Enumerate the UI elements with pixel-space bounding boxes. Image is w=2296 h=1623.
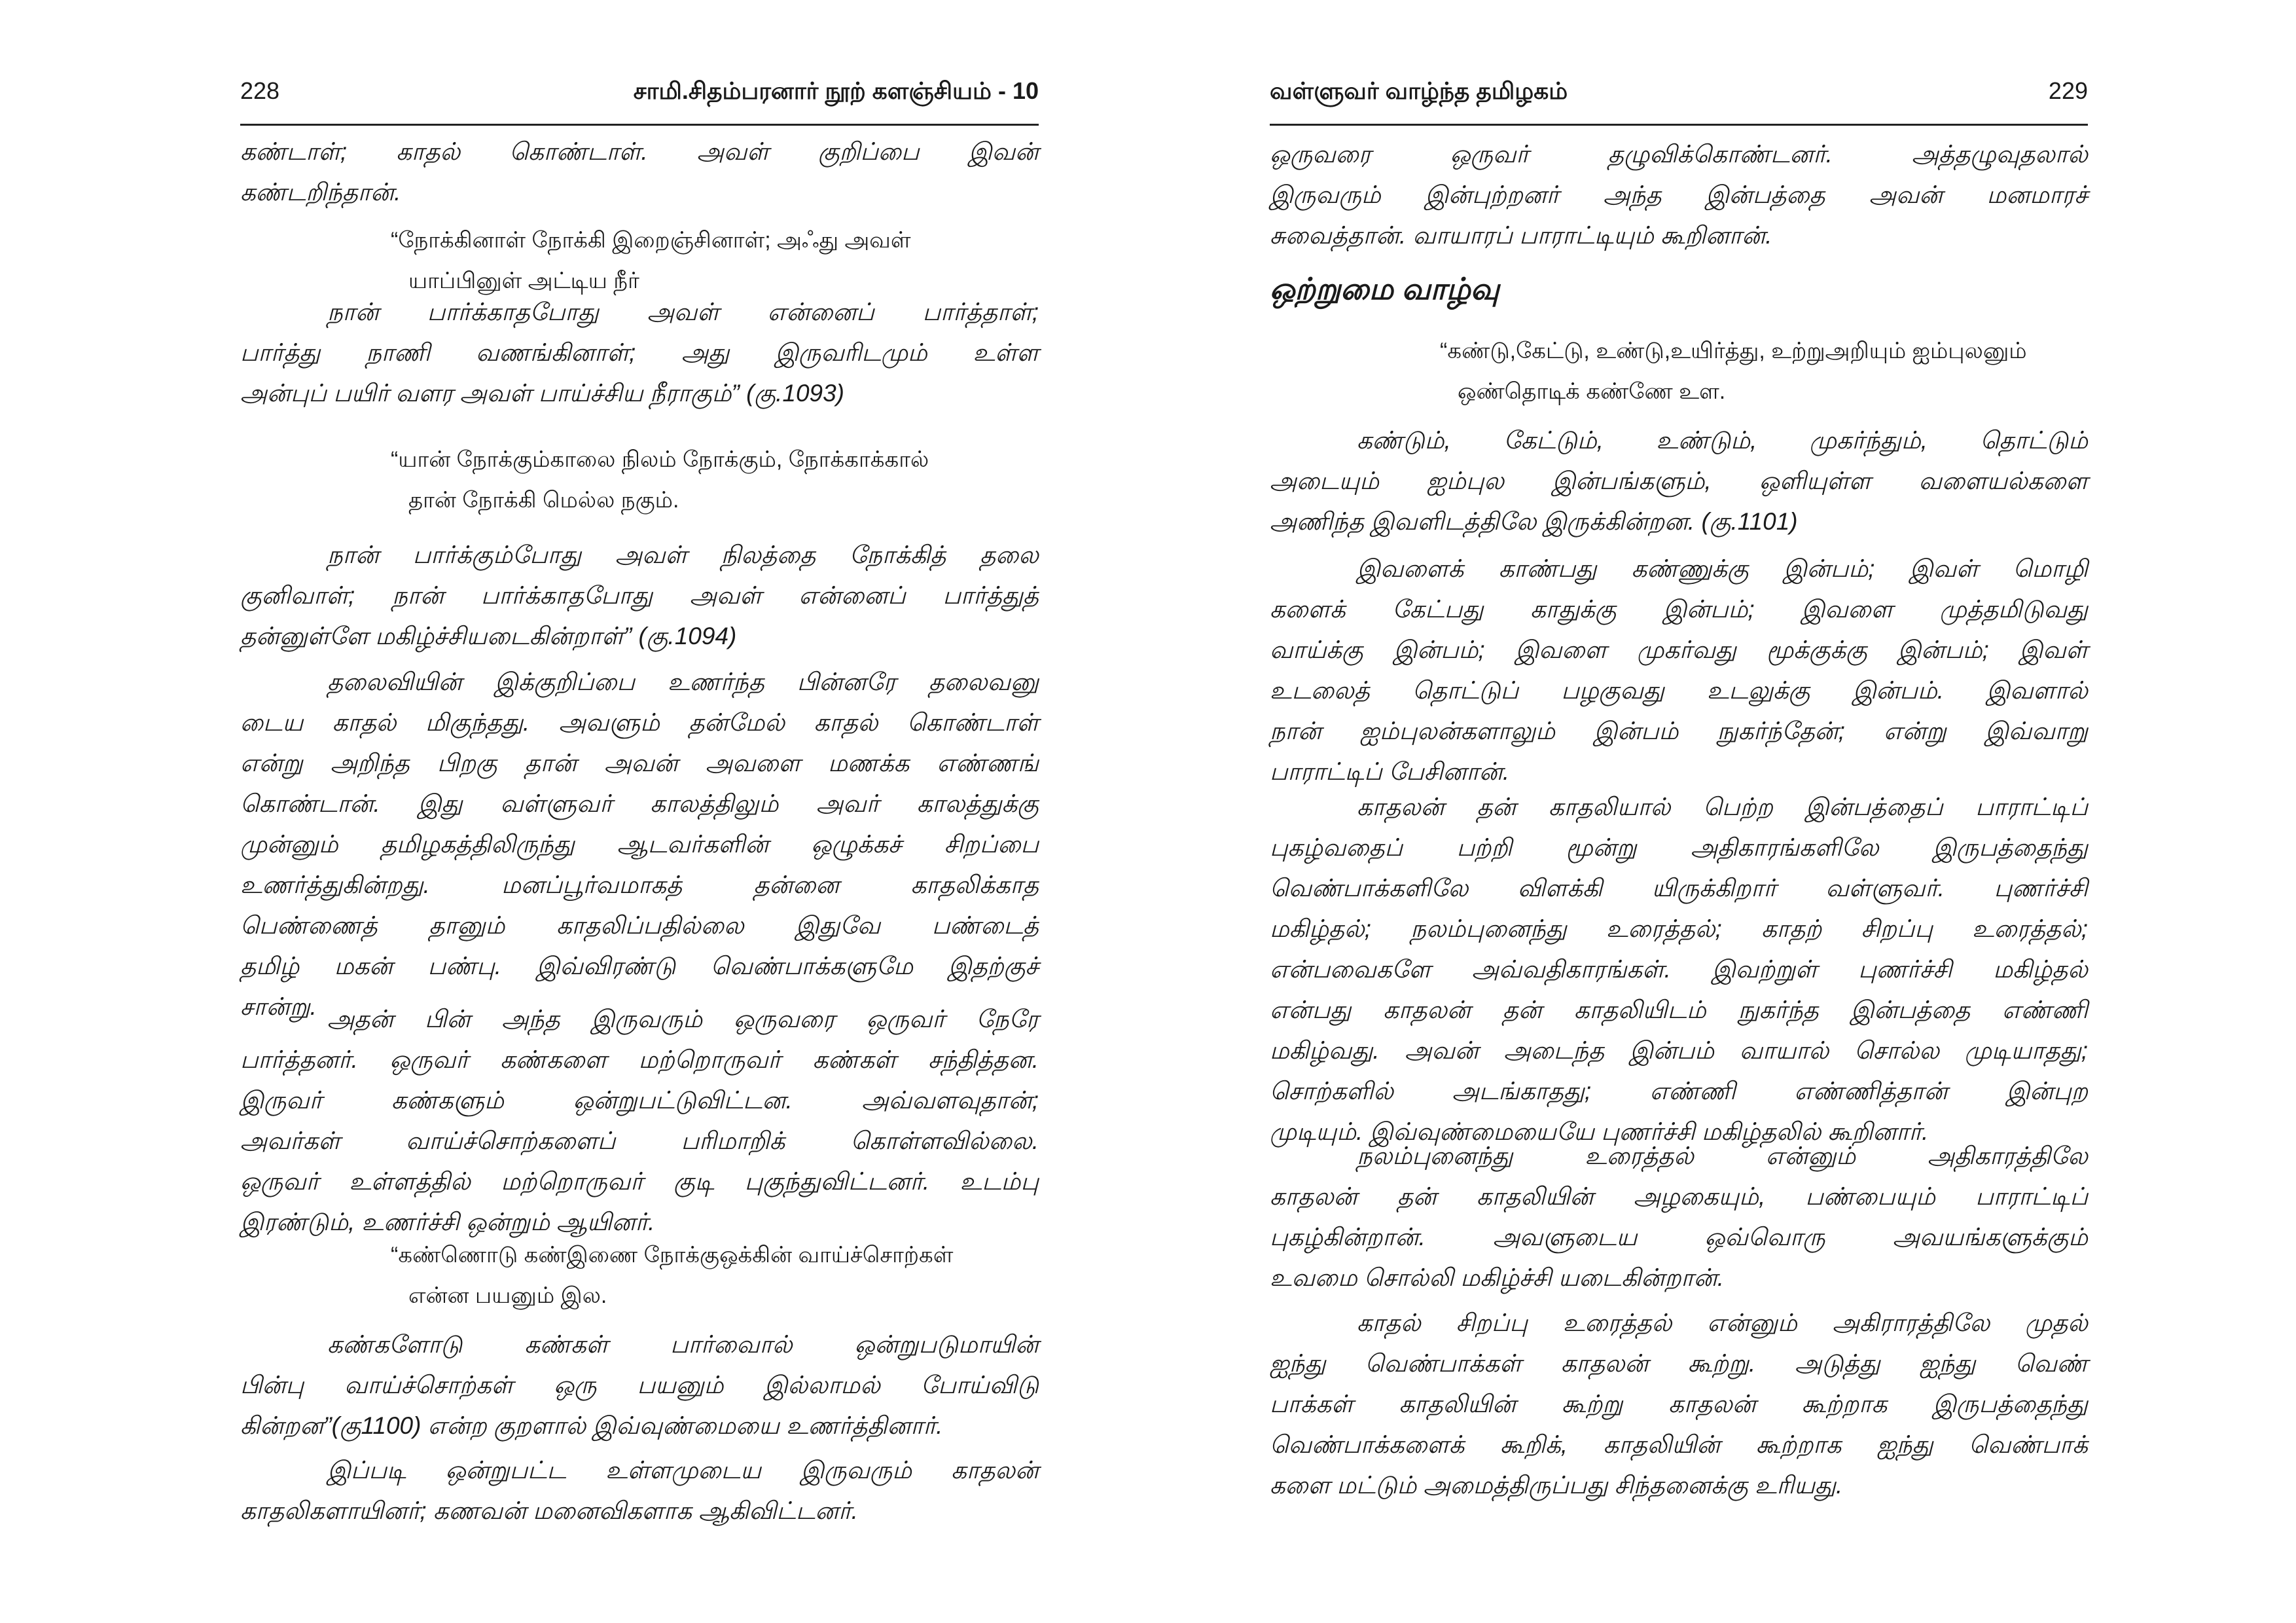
text-line: அதன் பின் அந்த இருவரும் ஒருவரை ஒருவர் நேரே: [327, 1006, 1039, 1032]
verse-quote: [391, 1235, 1039, 1316]
text-line: கண்டறிந்தான்.: [240, 179, 401, 206]
text-line: புகழ்வதைப் பற்றி மூன்று அதிகாரங்களிலே இருபத்தைந்து: [1270, 834, 2088, 861]
verse-quote: [391, 439, 1039, 520]
verse-quote: [391, 220, 1039, 301]
text-line: புகழ்கின்றான். அவளுடைய ஒவ்வொரு அவயங்களுக்கும்: [1270, 1224, 2088, 1250]
heading-text: ஒற்றுமை வாழ்வு: [1270, 272, 1499, 306]
text-line: பாராட்டிப் பேசினான்.: [1270, 758, 1510, 785]
text-line: நான் பார்க்கும்போது அவள் நிலத்தை நோக்கித் தலை: [327, 541, 1039, 568]
paragraph: [1270, 1303, 2088, 1506]
header-rule: [240, 124, 1039, 126]
page-number: 229: [2048, 77, 2088, 104]
paragraph: [240, 1324, 1039, 1446]
text-line: முன்னும் தமிழகத்திலிருந்து ஆடவர்களின் ஒழுக்கச் சிறப்பை: [240, 831, 1039, 858]
paragraph: [240, 662, 1039, 1027]
text-line: நான் பார்க்காதபோது அவள் என்னைப் பார்த்தாள்;: [327, 299, 1039, 325]
paragraph: [1270, 1136, 2088, 1298]
text-line: இருவர் கண்களும் ஒன்றுபட்டுவிட்டன. அவ்வளவுதான்;: [240, 1087, 1039, 1114]
text-line: ஒருவரை ஒருவர் தழுவிக்கொண்டனர். அத்தழுவுதலால்: [1270, 141, 2088, 168]
text-line: கண்டும், கேட்டும், உண்டும், முகர்ந்தும், தொட்டும்: [1357, 427, 2088, 454]
text-line: காதலன் தன் காதலியால் பெற்ற இன்பத்தைப் பாராட்டிப்: [1357, 793, 2088, 820]
paragraph: [1270, 134, 2088, 256]
text-line: “யான் நோக்கும்காலை நிலம் நோக்கும், நோக்காக்கால்: [391, 447, 929, 472]
text-line: என்று அறிந்த பிறகு தான் அவன் அவளை மணக்க எண்ணங்: [240, 750, 1039, 776]
paragraph: [1270, 787, 2088, 1152]
text-line: வாய்க்கு இன்பம்; இவளை முகர்வது மூக்குக்கு இன்பம்; இவள்: [1270, 636, 2088, 663]
text-line: என்பது காதலன் தன் காதலியிடம் நுகர்ந்த இன்பத்தை எண்ணி: [1270, 996, 2088, 1023]
text-line: ஐந்து வெண்பாக்கள் காதலன் கூற்று. அடுத்து ஐந்து வெண்: [1270, 1350, 2088, 1377]
page-header: [1270, 77, 2088, 114]
text-line: உவமை சொல்லி மகிழ்ச்சி யடைகின்றான்.: [1270, 1264, 1725, 1291]
text-line: இரண்டும், உணர்ச்சி ஒன்றும் ஆயினர்.: [240, 1209, 655, 1235]
text-line: இருவரும் இன்புற்றனர் அந்த இன்பத்தை அவன் மனமாரச்: [1270, 181, 2088, 208]
text-line: தான் நோக்கி மெல்ல நகும்.: [408, 488, 679, 513]
text-line: பாக்கள் காதலியின் கூற்று காதலன் கூற்றாக இருபத்தைந்து: [1270, 1391, 2088, 1417]
paragraph: [1270, 420, 2088, 542]
verse-quote: [1440, 331, 2088, 412]
paragraph: [1270, 549, 2088, 792]
paragraph: [240, 999, 1039, 1243]
text-line: குனிவாள்; நான் பார்க்காதபோது அவள் என்னைப் பார்த்துத்: [240, 582, 1039, 609]
text-line: முடியும். இவ்வுண்மையையே புணர்ச்சி மகிழ்தலில் கூறினார்.: [1270, 1118, 1929, 1145]
text-line: பார்த்தனர். ஒருவர் கண்களை மற்றொருவர் கண்கள் சந்தித்தன.: [240, 1046, 1039, 1073]
text-line: மகிழ்வது. அவன் அடைந்த இன்பம் வாயால் சொல்ல முடியாதது;: [1270, 1037, 2088, 1064]
text-line: ஒருவர் உள்ளத்தில் மற்றொருவர் குடி புகுந்துவிட்டனர். உடம்பு: [240, 1168, 1039, 1195]
right-page: [1270, 0, 2088, 1623]
text-line: “நோக்கினாள் நோக்கி இறைஞ்சினாள்; அஃது அவள்: [391, 228, 911, 253]
text-line: “கண்ணொடு கண்இணை நோக்குஒக்கின் வாய்ச்சொற்கள்: [391, 1243, 954, 1267]
text-line: தலைவியின் இக்குறிப்பை உணர்ந்த பின்னரே தலைவனு: [327, 668, 1039, 695]
text-line: காதலிகளாயினர்; கணவன் மனைவிகளாக ஆகிவிட்டனர்.: [240, 1497, 858, 1524]
text-line: தமிழ் மகன் பண்பு. இவ்விரண்டு வெண்பாக்களுமே இதற்குச்: [240, 953, 1039, 979]
paragraph: [240, 535, 1039, 657]
text-line: அணிந்த இவளிடத்திலே இருக்கின்றன. (கு.1101): [1270, 508, 1798, 535]
page-number: 228: [240, 77, 280, 104]
running-title: வள்ளுவர் வாழ்ந்த தமிழகம்: [1270, 77, 1568, 104]
text-line: காதல் சிறப்பு உரைத்தல் என்னும் அகிராரத்திலே முதல்: [1357, 1309, 2088, 1336]
text-line: பார்த்து நாணி வணங்கினாள்; அது இருவரிடமும் உள்ள: [240, 339, 1039, 366]
text-line: பின்பு வாய்ச்சொற்கள் ஒரு பயனும் இல்லாமல் போய்விடு: [240, 1372, 1039, 1398]
text-line: கொண்டான். இது வள்ளுவர் காலத்திலும் அவர் காலத்துக்கு: [240, 790, 1039, 817]
header-rule: [1270, 124, 2088, 126]
text-line: சொற்களில் அடங்காதது; எண்ணி எண்ணித்தான் இன்புற: [1270, 1078, 2088, 1104]
text-line: இவளைக் காண்பது கண்ணுக்கு இன்பம்; இவள் மொழி: [1357, 555, 2088, 582]
text-line: அன்புப் பயிர் வளர அவள் பாய்ச்சிய நீராகும்” (கு.1093): [240, 380, 844, 407]
text-line: கண்களோடு கண்கள் பார்வைால் ஒன்றுபடுமாயின்: [327, 1331, 1039, 1358]
text-line: பெண்ணைத் தானும் காதலிப்பதில்லை இதுவே பண்டைத்: [240, 912, 1039, 939]
text-line: இப்படி ஒன்றுபட்ட உள்ளமுடைய இருவரும் காதலன்: [327, 1457, 1039, 1484]
left-page: [240, 0, 1039, 1623]
text-line: களை மட்டும் அமைத்திருப்பது சிந்தனைக்கு உரியது.: [1270, 1472, 1843, 1499]
text-line: நலம்புனைந்து உரைத்தல் என்னும் அதிகாரத்திலே: [1357, 1142, 2088, 1169]
text-line: அவர்கள் வாய்ச்சொற்களைப் பரிமாறிக் கொள்ளவில்லை.: [240, 1127, 1039, 1154]
text-line: சுவைத்தான். வாயாரப் பாராட்டியும் கூறினான்.: [1270, 222, 1772, 249]
text-line: “கண்டு,கேட்டு, உண்டு,உயிர்த்து, உற்றுஅறியும் ஐம்புலனும்: [1440, 338, 2027, 363]
text-line: ஒண்தொடிக் கண்ணே உள.: [1458, 379, 1726, 404]
text-line: உணர்த்துகின்றது. மனப்பூர்வமாகத் தன்னை காதலிக்காத: [240, 871, 1039, 898]
paragraph: [240, 292, 1039, 414]
paragraph: [240, 1450, 1039, 1531]
page-header: [240, 77, 1039, 114]
text-line: களைக் கேட்பது காதுக்கு இன்பம்; இவளை முத்தமிடுவது: [1270, 596, 2088, 623]
text-line: வெண்பாக்களிலே விளக்கி யிருக்கிறார் வள்ளுவர். புணர்ச்சி: [1270, 875, 2088, 902]
text-line: நான் ஐம்புலன்களாலும் இன்பம் நுகர்ந்தேன்; என்று இவ்வாறு: [1270, 718, 2088, 744]
running-title: சாமி.சிதம்பரனார் நூற் களஞ்சியம் - 10: [633, 77, 1039, 104]
text-line: உடலைத் தொட்டுப் பழகுவது உடலுக்கு இன்பம். இவளால்: [1270, 677, 2088, 704]
text-line: அடையும் ஐம்புல இன்பங்களும், ஒளியுள்ள வளையல்களை: [1270, 467, 2088, 494]
text-line: தன்னுள்ளே மகிழ்ச்சியடைகின்றாள்” (கு.1094): [240, 623, 737, 649]
text-line: கண்டாள்; காதல் கொண்டாள். அவள் குறிப்பை இவன்: [240, 138, 1039, 165]
paragraph: [240, 132, 1039, 213]
text-line: யாப்பினுள் அட்டிய நீர்: [408, 268, 639, 293]
text-line: என்ன பயனும் இல.: [408, 1283, 607, 1308]
section-heading: [1270, 266, 2088, 312]
text-line: கின்றன”(கு1100) என்ற குறளால் இவ்வுண்மையை உணர்த்தினார்.: [240, 1412, 943, 1439]
text-line: என்பவைகளே அவ்வதிகாரங்கள். இவற்றுள் புணர்ச்சி மகிழ்தல்: [1270, 956, 2088, 983]
text-line: சான்று.: [240, 993, 317, 1020]
text-line: மகிழ்தல்; நலம்புனைந்து உரைத்தல்; காதற் சிறப்பு உரைத்தல்;: [1270, 915, 2088, 942]
text-line: வெண்பாக்களைக் கூறிக், காதலியின் கூற்றாக ஐந்து வெண்பாக்: [1270, 1431, 2088, 1458]
text-line: டைய காதல் மிகுந்தது. அவளும் தன்மேல் காதல் கொண்டாள்: [240, 709, 1039, 736]
text-line: காதலன் தன் காதலியின் அழகையும், பண்பையும் பாராட்டிப்: [1270, 1183, 2088, 1210]
